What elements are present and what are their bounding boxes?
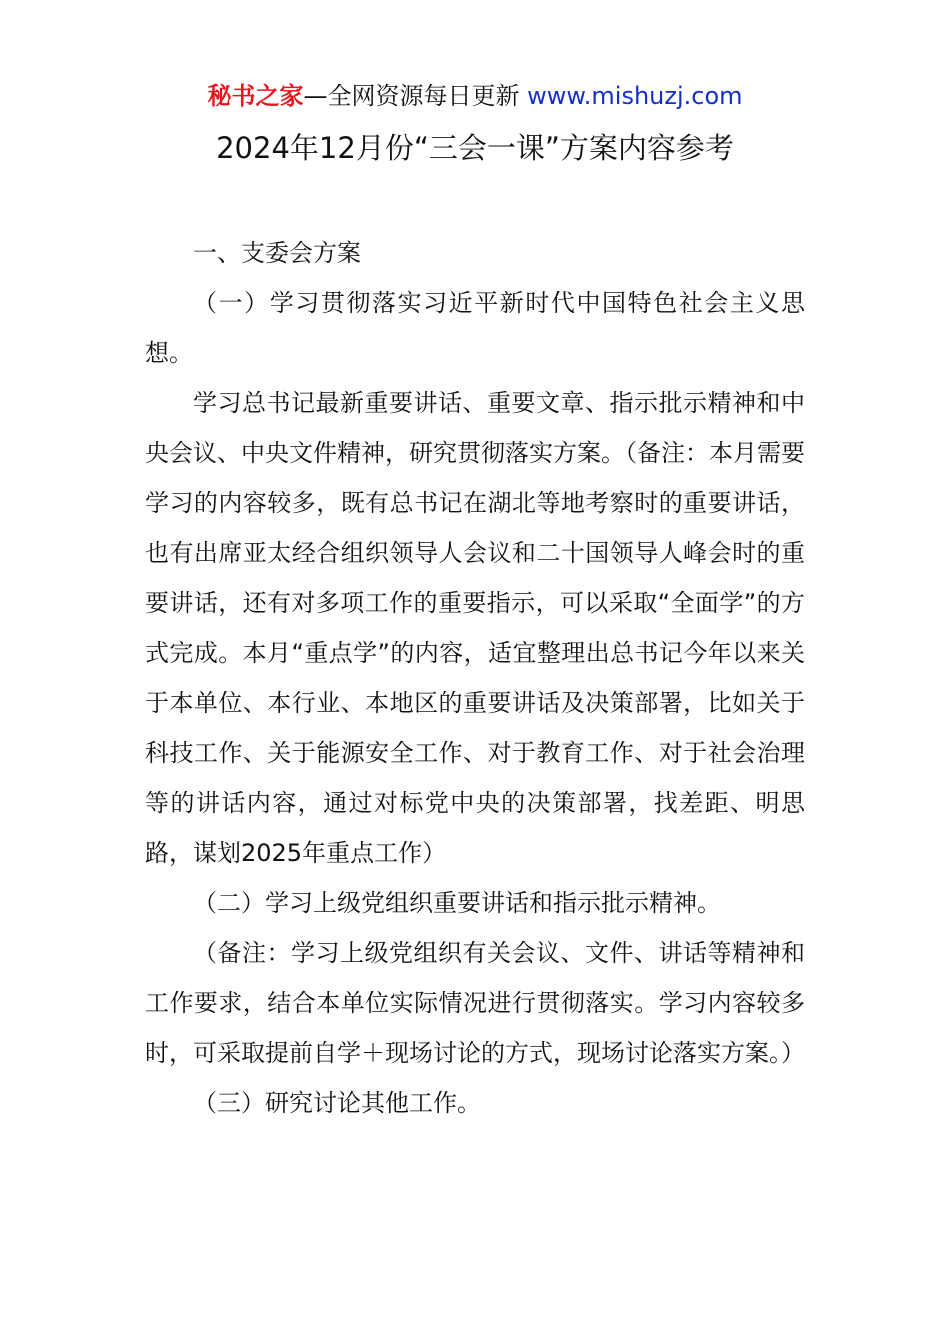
body-paragraph-1: 学习总书记最新重要讲话、重要文章、指示批示精神和中央会议、中央文件精神，研究贯彻落实方案。（备注：本月需要学习的内容较多，既有总书记在湖北等地考察时的重要讲话，也有出席亚太经合组织领导人会议和二十国领导人峰会时的重要讲话，还有对多项工作的重要指示，可以采取“全面学”的方式完成。本月“重点学”的内容，适宜整理出总书记今年以来关于本单位、本行业、本地区的重要讲话及决策部署，比如关于科技工作、关于能源安全工作、对于教育工作、对于社会治理等的讲话内容，通过对标党中央的决策部署，找差距、明思路，谋划2025年重点工作）	[145, 389, 805, 867]
site-header	[0, 80, 950, 112]
site-url-link[interactable]: www.mishuzj.com	[527, 82, 743, 110]
document-body	[145, 228, 805, 1128]
subsection-heading-2: （二）学习上级党组织重要讲话和指示批示精神。	[193, 889, 721, 917]
body-paragraph-2: （备注：学习上级党组织有关会议、文件、讲话等精神和工作要求，结合本单位实际情况进行贯彻落实。学习内容较多时，可采取提前自学＋现场讨论的方式，现场讨论落实方案。）	[145, 939, 805, 1067]
subsection-heading-1: （一）学习贯彻落实习近平新时代中国特色社会主义思想。	[145, 289, 805, 367]
section-heading: 一、支委会方案	[193, 239, 361, 267]
subsection-heading-3: （三）研究讨论其他工作。	[193, 1089, 481, 1117]
site-name: 秘书之家	[207, 82, 304, 110]
document-title: 2024年12月份“三会一课”方案内容参考	[216, 131, 734, 165]
site-tagline: —全网资源每日更新	[303, 82, 520, 110]
